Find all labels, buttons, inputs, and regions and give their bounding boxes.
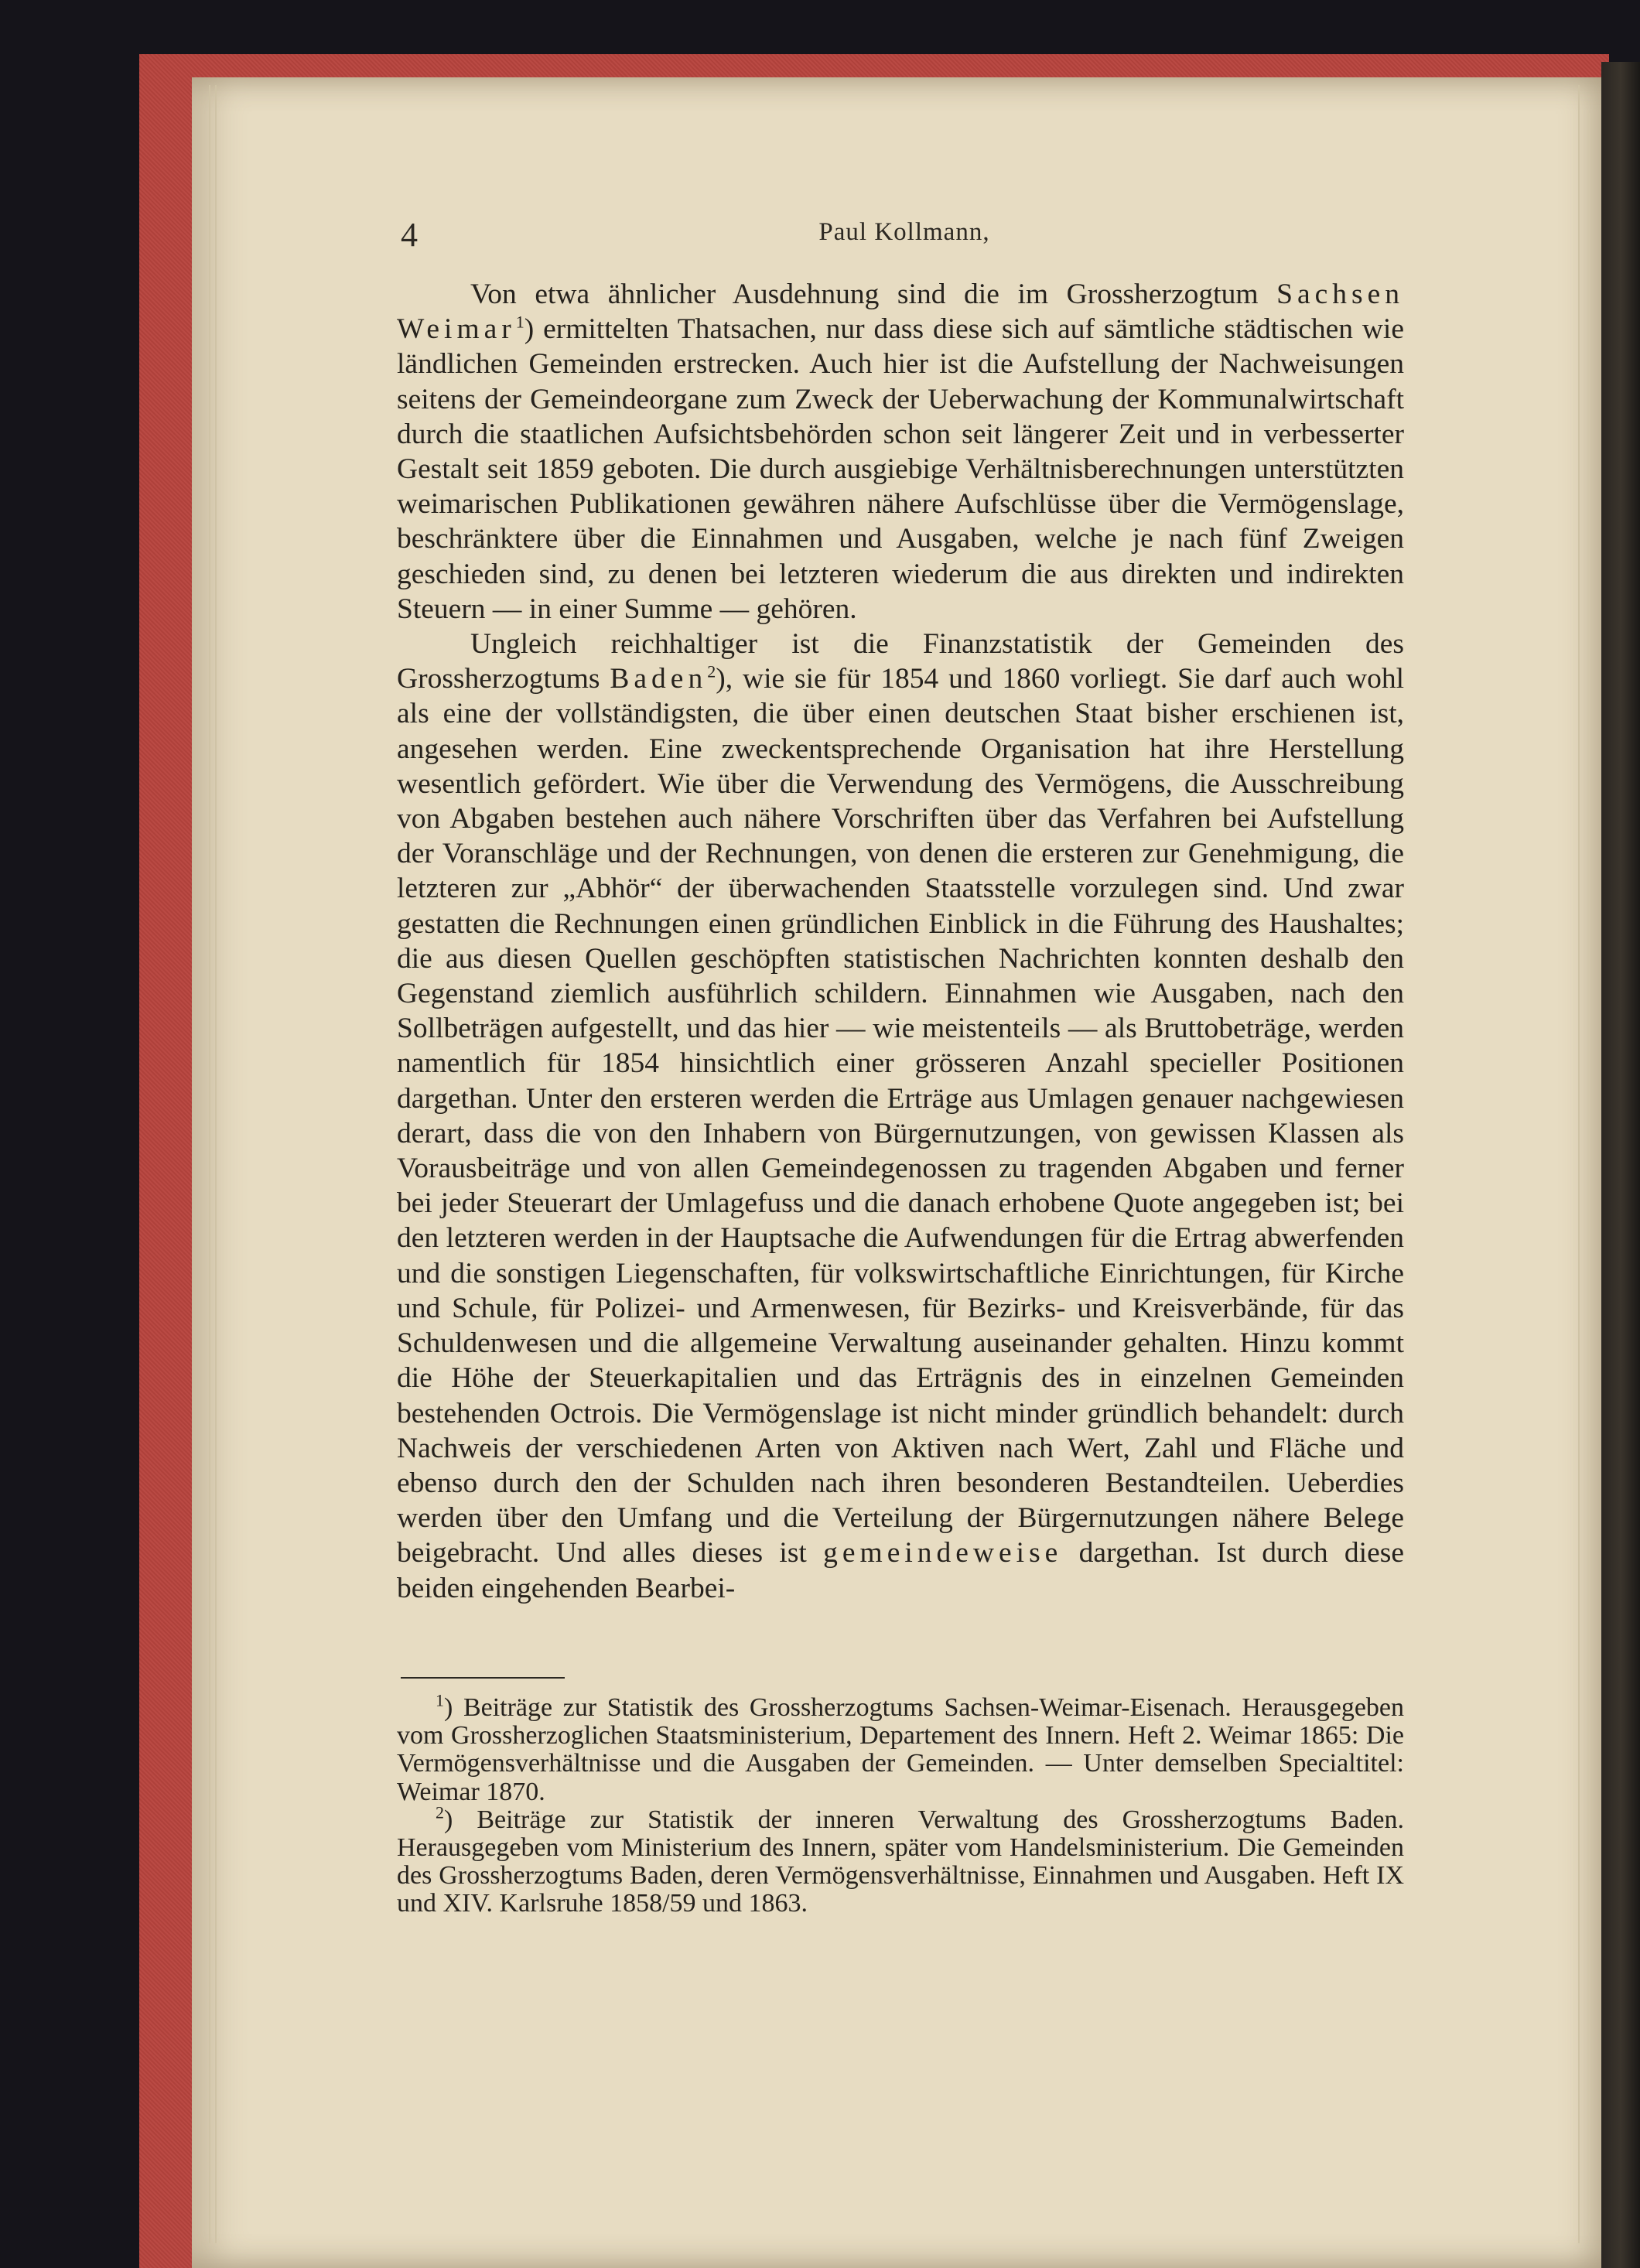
book-gutter bbox=[1601, 62, 1640, 2268]
footnote-divider bbox=[401, 1677, 565, 1679]
footnote: $^1$) Beiträge zur Statistik des Grossherzogtums Sachsen-Weimar-Eisenach. Herausgegeben vom Grossherzoglichen Staatsministerium, Departement des Innern. Heft 2. Weimar 1865: Die Vermögensverhältnisse und die Ausgaben der Gemeinden. — Unter demselben Specialtitel: Weimar 1870. bbox=[397, 1690, 1404, 1806]
page-header bbox=[401, 210, 1408, 257]
footnote-ref: 1 bbox=[515, 312, 524, 332]
place-name: Baden bbox=[610, 663, 708, 695]
footnotes bbox=[397, 1690, 1404, 1918]
footnote-number: 1 bbox=[436, 1690, 444, 1710]
paragraph: Von etwa ähnlicher Ausdehnung sind die im Grossherzogtum Sachsen Weimar$^1$) ermittelten Thatsachen, nur dass diese sich auf sämtliche städtischen wie ländlichen Gemeinden erstrecken. Auch hier ist die Aufstellung der Nachweisungen seitens der Gemeindeorgane zum Zweck der Ueberwachung der Kommunalwirtschaft durch die staatlichen Aufsichtsbehörden schon seit längerer Zeit und in verbesserter Gestalt seit 1859 geboten. Die durch ausgiebige Verhältnisberechnungen unterstützten weimarischen Publikationen gewähren nähere Aufschlüsse über die Vermögenslage, beschränktere über die Einnahmen und Ausgaben, welche je nach fünf Zweigen geschieden sind, zu denen bei letzteren wiederum die aus direkten und indirekten Steuern — in einer Summe — gehören. bbox=[397, 278, 1404, 625]
footnote-ref: 2 bbox=[707, 661, 716, 681]
running-head: Paul Kollmann, bbox=[818, 218, 990, 246]
paragraph: Ungleich reichhaltiger ist die Finanzstatistik der Gemeinden des Grossherzogtums Baden$^2$), wie sie für 1854 und 1860 vorliegt. Sie darf auch wohl als eine der vollständigsten, die über einen deutschen Staat bisher erschienen ist, angesehen werden. Eine zweckentsprechende Organisation hat ihre Herstellung wesentlich gefördert. Wie über die Verwendung des Vermögens, die Ausschreibung von Abgaben bestehen auch nähere Vorschriften über das Verfahren bei Aufstellung der Voranschläge und der Rechnungen, von denen die ersteren zur Genehmigung, die letzteren zur „Abhör“ der überwachenden Staatsstelle vorzulegen sind. Und zwar gestatten die Rechnungen einen gründlichen Einblick in die Führung des Haushaltes; die aus diesen Quellen geschöpften statistischen Nachrichten konnten deshalb den Gegenstand ziemlich ausführlich schildern. Einnahmen wie Ausgaben, nach den Sollbeträgen aufgestellt, und das hier — wie meistenteils — als Bruttobeträge, werden namentlich für 1854 hinsichtlich einer grösseren Anzahl specieller Positionen dargethan. Unter den ersteren werden die Erträge aus Umlagen genauer nachgewiesen derart, dass die von den Inhabern von Bürgernutzungen, von gewissen Klassen als Vorausbeiträge und von allen Gemeindegenossen zu tragenden Abgaben und ferner bei jeder Steuerart der Umlagefuss und die danach erhobene Quote angegeben ist; bei den letzteren werden in der Hauptsache die Aufwendungen für die Ertrag abwerfenden und die sonstigen Liegenschaften, für volkswirtschaftliche Einrichtungen, für Kirche und Schule, für Polizei- und Armenwesen, für Bezirks- und Kreisverbände, für das Schuldenwesen und die allgemeine Verwaltung auseinander gehalten. Hinzu kommt die Höhe der Steuerkapitalien und das Erträgnis des in einzelnen Gemeinden bestehenden Octrois. Die Vermögenslage ist nicht minder gründlich behandelt: durch Nachweis der verschiedenen Arten von Aktiven nach Wert, Zahl und Fläche und ebenso durch den der Schulden nach ihren besonderen Bestandteilen. Ueberdies werden über den Umfang und die Verteilung der Bürgernutzungen nähere Belege beigebracht. Und alles dieses ist gemeindeweise dargethan. Ist durch diese beiden eingehenden Bearbei- bbox=[397, 628, 1405, 1604]
emphasis: gemeindeweise bbox=[823, 1537, 1063, 1569]
page-edge-line bbox=[215, 85, 217, 2243]
footnote: $^2$) Beiträge zur Statistik der inneren Verwaltung des Grossherzogtums Baden. Herausgegeben vom Ministerium des Innern, später vom Handelsministerium. Die Gemeinden des Grossherzogtums Baden, deren Vermögensverhältnisse, Einnahmen und Ausgaben. Heft IX und XIV. Karlsruhe 1858/59 und 1863. bbox=[397, 1802, 1404, 1918]
body-text bbox=[397, 277, 1404, 1606]
footnote-number: 2 bbox=[436, 1802, 444, 1822]
page-number: 4 bbox=[401, 216, 418, 254]
place-name: Sachsen Weimar bbox=[397, 278, 1404, 346]
page-edge-line bbox=[1578, 85, 1580, 2243]
page-edge-line bbox=[209, 85, 210, 2243]
